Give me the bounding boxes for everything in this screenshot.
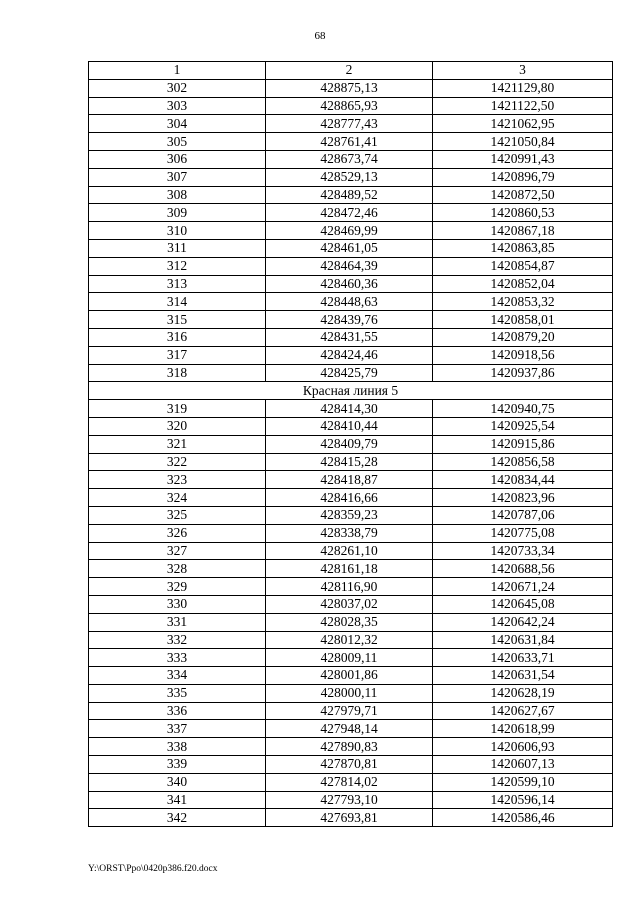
y-coordinate-cell: 1421129,80 bbox=[433, 79, 613, 97]
point-number-cell: 318 bbox=[89, 364, 266, 382]
table-row bbox=[89, 257, 613, 275]
point-number-cell: 342 bbox=[89, 809, 266, 827]
table-row bbox=[89, 720, 613, 738]
x-coordinate-cell: 427870,81 bbox=[266, 756, 433, 774]
point-number-cell: 315 bbox=[89, 311, 266, 329]
x-coordinate-cell: 428431,55 bbox=[266, 328, 433, 346]
point-number-cell: 313 bbox=[89, 275, 266, 293]
table-row bbox=[89, 115, 613, 133]
x-coordinate-cell: 428469,99 bbox=[266, 222, 433, 240]
x-coordinate-cell: 427793,10 bbox=[266, 791, 433, 809]
footer-file-path: Y:\ORST\Ppo\0420p386.f20.docx bbox=[88, 864, 218, 874]
x-coordinate-cell: 428875,13 bbox=[266, 79, 433, 97]
y-coordinate-cell: 1420775,08 bbox=[433, 524, 613, 542]
x-coordinate-cell: 428460,36 bbox=[266, 275, 433, 293]
point-number-cell: 326 bbox=[89, 524, 266, 542]
x-coordinate-cell: 428461,05 bbox=[266, 239, 433, 257]
point-number-cell: 335 bbox=[89, 684, 266, 702]
x-coordinate-cell: 428529,13 bbox=[266, 168, 433, 186]
table-row bbox=[89, 684, 613, 702]
point-number-cell: 325 bbox=[89, 506, 266, 524]
table-row bbox=[89, 809, 613, 827]
point-number-cell: 317 bbox=[89, 346, 266, 364]
point-number-cell: 303 bbox=[89, 97, 266, 115]
x-coordinate-cell: 428439,76 bbox=[266, 311, 433, 329]
table-row bbox=[89, 150, 613, 168]
table-row bbox=[89, 275, 613, 293]
x-coordinate-cell: 427979,71 bbox=[266, 702, 433, 720]
y-coordinate-cell: 1420631,54 bbox=[433, 667, 613, 685]
table-row bbox=[89, 489, 613, 507]
table-row bbox=[89, 595, 613, 613]
table-row bbox=[89, 667, 613, 685]
x-coordinate-cell: 428464,39 bbox=[266, 257, 433, 275]
y-coordinate-cell: 1420860,53 bbox=[433, 204, 613, 222]
y-coordinate-cell: 1420991,43 bbox=[433, 150, 613, 168]
x-coordinate-cell: 428161,18 bbox=[266, 560, 433, 578]
x-coordinate-cell: 428414,30 bbox=[266, 400, 433, 418]
table-row bbox=[89, 222, 613, 240]
table-row bbox=[89, 702, 613, 720]
y-coordinate-cell: 1420863,85 bbox=[433, 239, 613, 257]
table-row bbox=[89, 613, 613, 631]
y-coordinate-cell: 1420854,87 bbox=[433, 257, 613, 275]
y-coordinate-cell: 1420940,75 bbox=[433, 400, 613, 418]
x-coordinate-cell: 428012,32 bbox=[266, 631, 433, 649]
x-coordinate-cell: 427693,81 bbox=[266, 809, 433, 827]
table-row bbox=[89, 649, 613, 667]
x-coordinate-cell: 428359,23 bbox=[266, 506, 433, 524]
section-row bbox=[89, 382, 613, 400]
x-coordinate-cell: 428028,35 bbox=[266, 613, 433, 631]
y-coordinate-cell: 1420834,44 bbox=[433, 471, 613, 489]
x-coordinate-cell: 428425,79 bbox=[266, 364, 433, 382]
point-number-cell: 309 bbox=[89, 204, 266, 222]
table-row bbox=[89, 417, 613, 435]
y-coordinate-cell: 1420858,01 bbox=[433, 311, 613, 329]
table-header-row bbox=[89, 62, 613, 80]
table-row bbox=[89, 542, 613, 560]
x-coordinate-cell: 428261,10 bbox=[266, 542, 433, 560]
point-number-cell: 330 bbox=[89, 595, 266, 613]
y-coordinate-cell: 1420627,67 bbox=[433, 702, 613, 720]
point-number-cell: 331 bbox=[89, 613, 266, 631]
table-row bbox=[89, 560, 613, 578]
page-number: 68 bbox=[314, 30, 326, 42]
point-number-cell: 324 bbox=[89, 489, 266, 507]
y-coordinate-cell: 1420671,24 bbox=[433, 578, 613, 596]
table-row bbox=[89, 328, 613, 346]
x-coordinate-cell: 428410,44 bbox=[266, 417, 433, 435]
point-number-cell: 328 bbox=[89, 560, 266, 578]
x-coordinate-cell: 428489,52 bbox=[266, 186, 433, 204]
table-row bbox=[89, 400, 613, 418]
table-row bbox=[89, 453, 613, 471]
point-number-cell: 322 bbox=[89, 453, 266, 471]
y-coordinate-cell: 1420645,08 bbox=[433, 595, 613, 613]
point-number-cell: 312 bbox=[89, 257, 266, 275]
x-coordinate-cell: 428777,43 bbox=[266, 115, 433, 133]
table-row bbox=[89, 773, 613, 791]
y-coordinate-cell: 1420918,56 bbox=[433, 346, 613, 364]
y-coordinate-cell: 1420823,96 bbox=[433, 489, 613, 507]
x-coordinate-cell: 428338,79 bbox=[266, 524, 433, 542]
y-coordinate-cell: 1421062,95 bbox=[433, 115, 613, 133]
point-number-cell: 327 bbox=[89, 542, 266, 560]
point-number-cell: 338 bbox=[89, 738, 266, 756]
y-coordinate-cell: 1420879,20 bbox=[433, 328, 613, 346]
x-coordinate-cell: 428424,46 bbox=[266, 346, 433, 364]
section-label: Красная линия 5 bbox=[89, 382, 613, 400]
y-coordinate-cell: 1420606,93 bbox=[433, 738, 613, 756]
y-coordinate-cell: 1420628,19 bbox=[433, 684, 613, 702]
point-number-cell: 307 bbox=[89, 168, 266, 186]
table-row bbox=[89, 311, 613, 329]
point-number-cell: 340 bbox=[89, 773, 266, 791]
y-coordinate-cell: 1420852,04 bbox=[433, 275, 613, 293]
x-coordinate-cell: 428037,02 bbox=[266, 595, 433, 613]
table-row bbox=[89, 506, 613, 524]
table-row bbox=[89, 346, 613, 364]
y-coordinate-cell: 1420867,18 bbox=[433, 222, 613, 240]
point-number-cell: 323 bbox=[89, 471, 266, 489]
y-coordinate-cell: 1420872,50 bbox=[433, 186, 613, 204]
point-number-cell: 304 bbox=[89, 115, 266, 133]
point-number-cell: 316 bbox=[89, 328, 266, 346]
y-coordinate-cell: 1420586,46 bbox=[433, 809, 613, 827]
point-number-cell: 314 bbox=[89, 293, 266, 311]
point-number-cell: 339 bbox=[89, 756, 266, 774]
point-number-cell: 329 bbox=[89, 578, 266, 596]
x-coordinate-cell: 428416,66 bbox=[266, 489, 433, 507]
point-number-cell: 321 bbox=[89, 435, 266, 453]
x-coordinate-cell: 428418,87 bbox=[266, 471, 433, 489]
table-row bbox=[89, 471, 613, 489]
y-coordinate-cell: 1420896,79 bbox=[433, 168, 613, 186]
y-coordinate-cell: 1420915,86 bbox=[433, 435, 613, 453]
x-coordinate-cell: 428409,79 bbox=[266, 435, 433, 453]
x-coordinate-cell: 427890,83 bbox=[266, 738, 433, 756]
y-coordinate-cell: 1420733,34 bbox=[433, 542, 613, 560]
x-coordinate-cell: 427814,02 bbox=[266, 773, 433, 791]
table-row bbox=[89, 168, 613, 186]
x-coordinate-cell: 428865,93 bbox=[266, 97, 433, 115]
x-coordinate-cell: 428472,46 bbox=[266, 204, 433, 222]
x-coordinate-cell: 428000,11 bbox=[266, 684, 433, 702]
column-header-3: 3 bbox=[433, 62, 613, 80]
y-coordinate-cell: 1420787,06 bbox=[433, 506, 613, 524]
point-number-cell: 337 bbox=[89, 720, 266, 738]
table-row bbox=[89, 578, 613, 596]
y-coordinate-cell: 1420633,71 bbox=[433, 649, 613, 667]
y-coordinate-cell: 1420688,56 bbox=[433, 560, 613, 578]
y-coordinate-cell: 1420937,86 bbox=[433, 364, 613, 382]
y-coordinate-cell: 1420607,13 bbox=[433, 756, 613, 774]
column-header-2: 2 bbox=[266, 62, 433, 80]
point-number-cell: 308 bbox=[89, 186, 266, 204]
y-coordinate-cell: 1420642,24 bbox=[433, 613, 613, 631]
x-coordinate-cell: 428001,86 bbox=[266, 667, 433, 685]
y-coordinate-cell: 1420631,84 bbox=[433, 631, 613, 649]
table-row bbox=[89, 204, 613, 222]
point-number-cell: 306 bbox=[89, 150, 266, 168]
point-number-cell: 332 bbox=[89, 631, 266, 649]
point-number-cell: 334 bbox=[89, 667, 266, 685]
y-coordinate-cell: 1420618,99 bbox=[433, 720, 613, 738]
table-row bbox=[89, 756, 613, 774]
y-coordinate-cell: 1420596,14 bbox=[433, 791, 613, 809]
table-row bbox=[89, 791, 613, 809]
y-coordinate-cell: 1421050,84 bbox=[433, 133, 613, 151]
x-coordinate-cell: 428673,74 bbox=[266, 150, 433, 168]
x-coordinate-cell: 428415,28 bbox=[266, 453, 433, 471]
point-number-cell: 341 bbox=[89, 791, 266, 809]
y-coordinate-cell: 1420599,10 bbox=[433, 773, 613, 791]
table-row bbox=[89, 631, 613, 649]
table-body bbox=[89, 79, 613, 826]
point-number-cell: 311 bbox=[89, 239, 266, 257]
table-row bbox=[89, 97, 613, 115]
x-coordinate-cell: 428116,90 bbox=[266, 578, 433, 596]
table-row bbox=[89, 293, 613, 311]
point-number-cell: 336 bbox=[89, 702, 266, 720]
x-coordinate-cell: 427948,14 bbox=[266, 720, 433, 738]
y-coordinate-cell: 1420853,32 bbox=[433, 293, 613, 311]
point-number-cell: 305 bbox=[89, 133, 266, 151]
table-row bbox=[89, 79, 613, 97]
x-coordinate-cell: 428009,11 bbox=[266, 649, 433, 667]
point-number-cell: 320 bbox=[89, 417, 266, 435]
table-row bbox=[89, 435, 613, 453]
x-coordinate-cell: 428761,41 bbox=[266, 133, 433, 151]
table-row bbox=[89, 239, 613, 257]
point-number-cell: 310 bbox=[89, 222, 266, 240]
table-row bbox=[89, 364, 613, 382]
point-number-cell: 333 bbox=[89, 649, 266, 667]
x-coordinate-cell: 428448,63 bbox=[266, 293, 433, 311]
y-coordinate-cell: 1420925,54 bbox=[433, 417, 613, 435]
table-row bbox=[89, 524, 613, 542]
point-number-cell: 319 bbox=[89, 400, 266, 418]
table-row bbox=[89, 738, 613, 756]
y-coordinate-cell: 1421122,50 bbox=[433, 97, 613, 115]
table-row bbox=[89, 186, 613, 204]
y-coordinate-cell: 1420856,58 bbox=[433, 453, 613, 471]
table-row bbox=[89, 133, 613, 151]
point-number-cell: 302 bbox=[89, 79, 266, 97]
coordinates-table bbox=[88, 61, 613, 827]
column-header-1: 1 bbox=[89, 62, 266, 80]
